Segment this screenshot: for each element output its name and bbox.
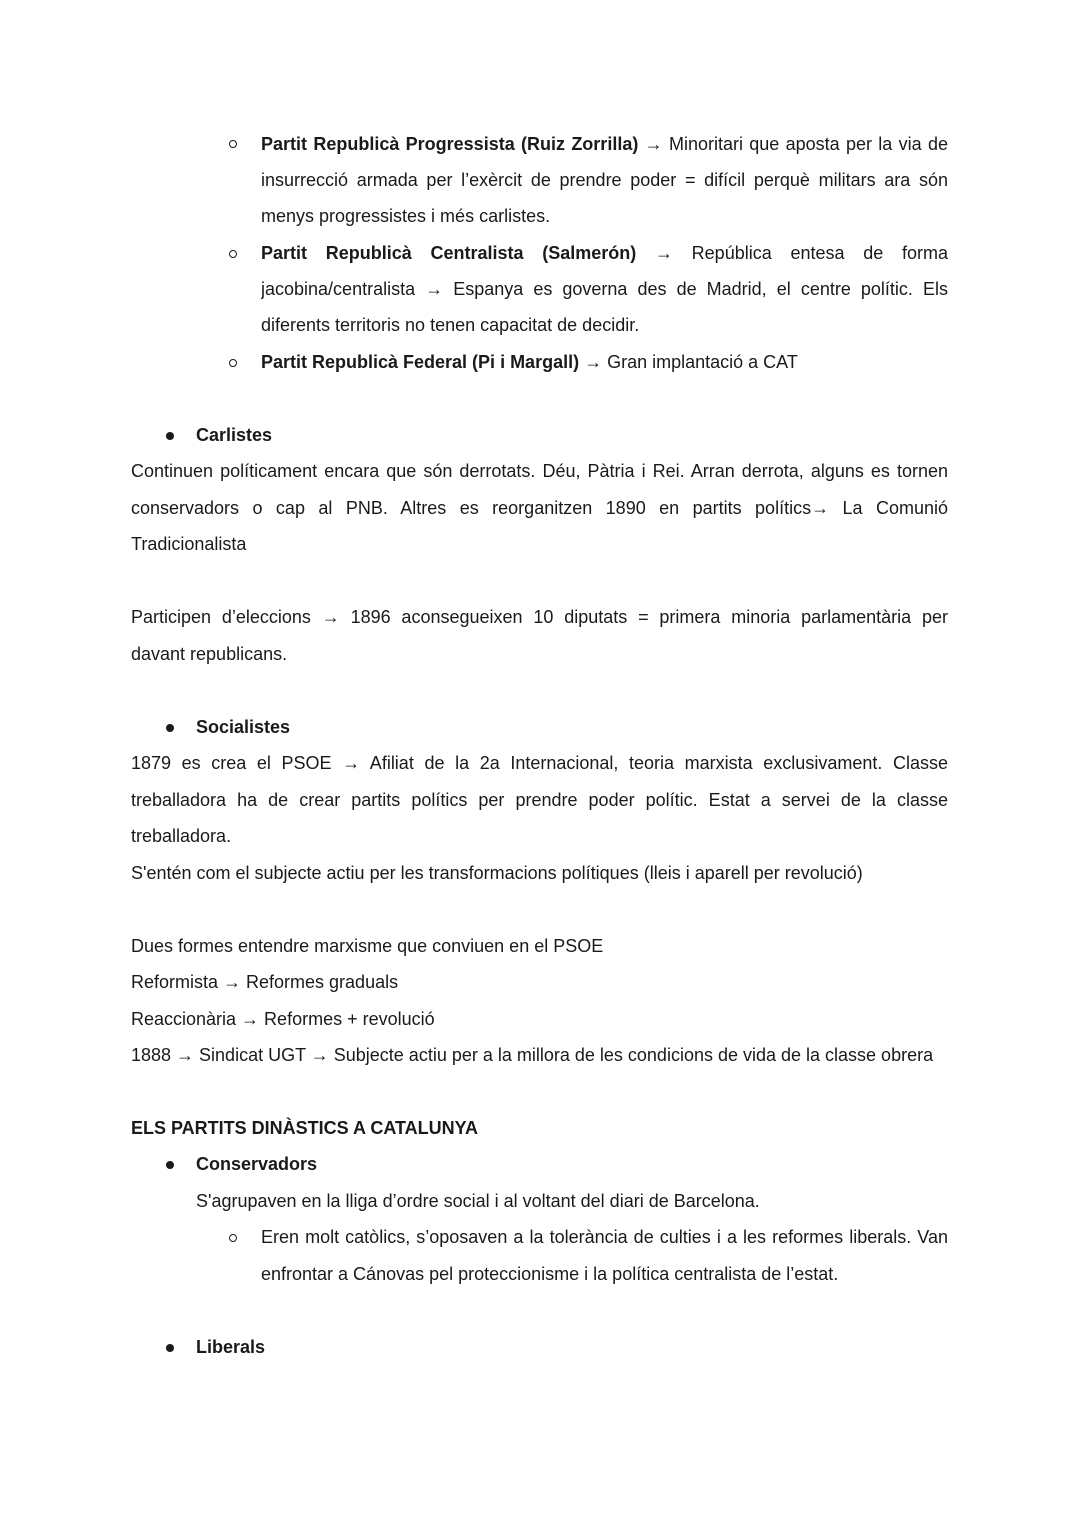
hollow-bullet-icon <box>229 250 237 258</box>
liberals-heading: Liberals <box>196 1337 266 1357</box>
federal-title: Partit Republicà Federal (Pi i Margall) <box>261 352 580 372</box>
socialistes-para2-line-3: Reaccionària → Reformes + revolució <box>131 1009 435 1029</box>
centralista-line-1 <box>261 235 948 271</box>
conservadors-sub-line-2: enfrontar a Cánovas pel proteccionisme i la política centralista de l’estat. <box>261 1264 839 1284</box>
centralista-line-3: diferents territoris no tenen capacitat de decidir. <box>261 315 640 335</box>
centralista-text: República entesa de forma <box>691 243 948 263</box>
arrow: → <box>654 243 673 263</box>
carlistes-para1-line-3: Tradicionalista <box>131 534 247 554</box>
socialistes-para2-line-2: Reformista → Reformes graduals <box>131 972 399 992</box>
carlistes-para2-line-1: Participen d’eleccions → 1896 aconsegueixen 10 diputats = primera minoria parlamentària per <box>131 607 948 627</box>
bullet-icon <box>166 724 174 732</box>
progressista-line-2: insurrecció armada per l’exèrcit de prendre poder = difícil perquè militars ara són <box>261 170 948 190</box>
conservadors-sub-line-1: Eren molt catòlics, s’oposaven a la tolerància de culties i a les reformes liberals. Van <box>261 1227 948 1247</box>
federal-text: Gran implantació a CAT <box>607 352 798 372</box>
dinastics-section-title: ELS PARTITS DINÀSTICS A CATALUNYA <box>131 1118 479 1138</box>
arrow: → <box>644 134 663 154</box>
conservadors-intro: S'agrupaven en la lliga d’ordre social i al voltant del diari de Barcelona. <box>196 1191 760 1211</box>
centralista-line-2: jacobina/centralista → Espanya es governa des de Madrid, el centre polític. Els <box>261 279 948 299</box>
socialistes-para2-line-4: 1888 → Sindicat UGT → Subjecte actiu per a la millora de les condicions de vida de la classe obrera <box>131 1045 934 1065</box>
carlistes-para1-line-1: Continuen políticament encara que són derrotats. Déu, Pàtria i Rei. Arran derrota, alguns es tornen <box>131 461 948 481</box>
socialistes-para1-line-3: treballadora. <box>131 826 232 846</box>
progressista-title: Partit Republicà Progressista (Ruiz Zorrilla) <box>261 134 639 154</box>
bullet-icon <box>166 432 174 440</box>
centralista-title: Partit Republicà Centralista (Salmerón) <box>261 243 637 263</box>
hollow-bullet-icon <box>229 359 237 367</box>
socialistes-para1-line-1: 1879 es crea el PSOE → Afiliat de la 2a Internacional, teoria marxista exclusivament. Classe <box>131 753 948 773</box>
progressista-text: Minoritari que aposta per la via de <box>668 134 948 154</box>
arrow: → <box>584 352 603 372</box>
progressista-line-3: menys progressistes i més carlistes. <box>261 206 551 226</box>
carlistes-para1-line-2: conservadors o cap al PNB. Altres es reorganitzen 1890 en partits polítics→ La Comunió <box>131 498 948 518</box>
federal-line <box>261 344 798 380</box>
progressista-line-1 <box>261 126 948 162</box>
conservadors-heading: Conservadors <box>196 1154 318 1174</box>
bullet-icon <box>166 1344 174 1352</box>
carlistes-heading: Carlistes <box>196 425 273 445</box>
hollow-bullet-icon <box>229 1234 237 1242</box>
socialistes-para1-line-4: S'entén com el subjecte actiu per les transformacions polítiques (lleis i aparell per revolució) <box>131 863 863 883</box>
bullet-icon <box>166 1161 174 1169</box>
hollow-bullet-icon <box>229 140 237 148</box>
socialistes-para2-line-1: Dues formes entendre marxisme que conviuen en el PSOE <box>131 936 604 956</box>
socialistes-para1-line-2: treballadora ha de crear partits polítics per prendre poder polític. Estat a servei de la classe <box>131 790 948 810</box>
carlistes-para2-line-2: davant republicans. <box>131 644 288 664</box>
socialistes-heading: Socialistes <box>196 717 291 737</box>
